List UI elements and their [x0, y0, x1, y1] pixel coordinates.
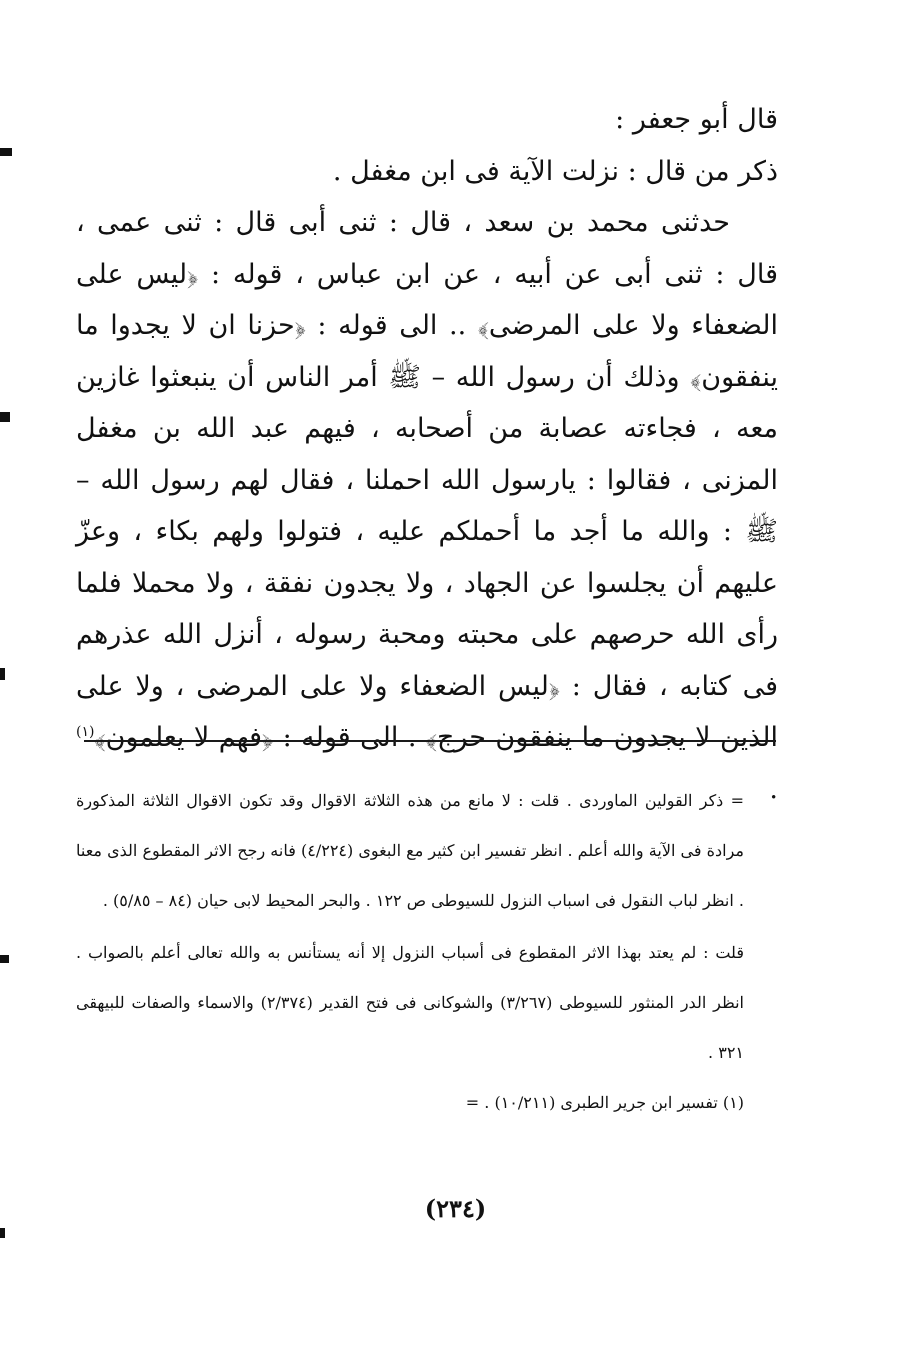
- footnote-1: (١) تفسير ابن جرير الطبرى (١٠/٢١١) . =: [465, 1093, 744, 1112]
- main-text: [76, 94, 778, 815]
- scan-edge-mark: [0, 412, 10, 422]
- text-line: ذكر من قال : نزلت الآية فى ابن مغفل .: [332, 155, 778, 187]
- hadith-text: حدثنى محمد بن سعد ، قال : ثنى أبى قال : ثنى عمى ، قال : ثنى أبى عن أبيه ، عن ابن عباس ، قوله : ﴿ليس على الضعفاء ولا على المرضى﴾ .. الى قوله : ﴿حزنا ان لا يجدوا ما ينفقون﴾ وذلك أن رسول الله – ﷺ أمر الناس أن ينبعثوا غازين معه ، فجاءته عصابة من أصحابه ، فيهم عبد الله بن مغفل المزنى ، فقالوا : يارسول الله احملنا ، فقال لهم رسول الله – ﷺ : والله ما أجد ما أحملكم عليه ، فتولوا ولهم بكاء ، وعزّ عليهم أن يجلسوا عن الجهاد ، ولا يجدون نفقة ، ولا محملا فلما رأى الله حرصهم على محبته ومحبة رسوله ، أنزل الله عذرهم فى كتابه ، فقال : ﴿ليس الضعفاء ولا على المرضى ، ولا على الذين لا يجدون ما ينفقون حرج﴾ . الى قوله : ﴿فهم لا يعلمون﴾: [76, 207, 778, 753]
- footnotes: [76, 776, 744, 1128]
- hadith-paragraph: [76, 197, 778, 815]
- footnote-continued: = ذكر القولين الماوردى . قلت : لا مانع من هذه الثلاثة الاقوال وقد تكون الاقوال الثلاثة المذكورة مرادة فى الآية والله أعلم . انظر تفسير ابن كثير مع البغوى (٤/٢٢٤) فانه رجح الاثر المقطوع الذى معنا . انظر لباب النقول فى اسباب النزول للسيوطى ص ١٢٢ . والبحر المحيط لابى حيان (٨٤ – ٥/٨٥) .: [76, 791, 745, 910]
- page-number: (٢٣٤): [424, 1194, 487, 1223]
- footnote-divider: [84, 740, 776, 742]
- footnote-comment: قلت : لم يعتد بهذا الاثر المقطوع فى أسباب النزول إلا أنه يستأنس به والله تعالى أعلم بالصواب . انظر الدر المنثور للسيوطى (٣/٢٦٧) والشوكانى فى فتح القدير (٢/٣٧٤) والاسماء والصفات للبيهقى ٣٢١ .: [76, 943, 745, 1062]
- paragraph-end: .: [769, 773, 778, 805]
- scan-edge-mark: [0, 148, 12, 156]
- scan-edge-mark: [0, 955, 9, 963]
- footnote-ref: (١): [76, 724, 95, 740]
- scan-edge-mark: [0, 1228, 5, 1238]
- scan-edge-mark: [0, 668, 5, 680]
- text-line: قال أبو جعفر :: [615, 104, 778, 135]
